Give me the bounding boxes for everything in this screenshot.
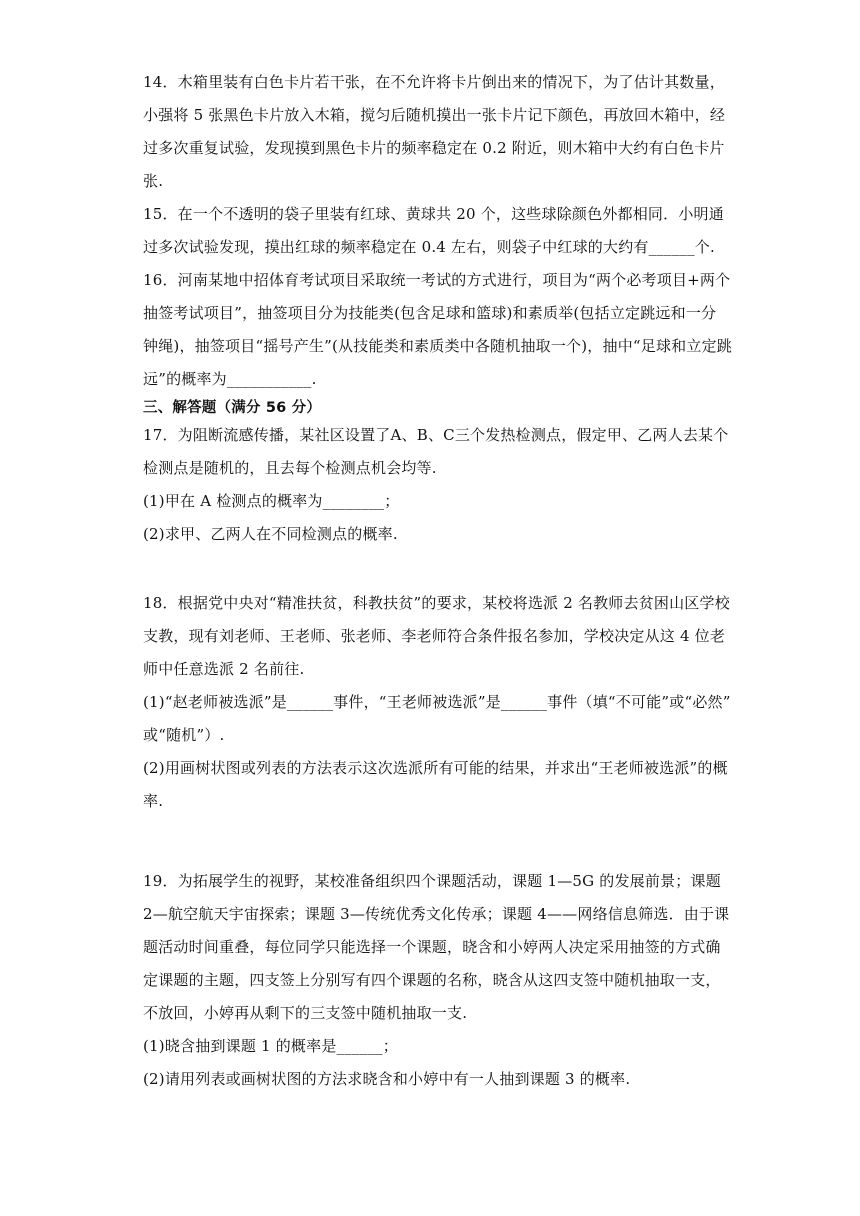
q15-line-1: 15．在一个不透明的袋子里装有红球、黄球共 20 个，这些球除颜色外都相同．小明通 <box>143 205 724 223</box>
q16-line-3: 钟绳)，抽签项目“摇号产生”(从技能类和素质类中各随机抽取一个)，抽中“足球和立定跳 <box>143 337 732 355</box>
q18-part-2-line-1: (2)用画树状图或列表的方法表示这次选派所有可能的结果，并求出“王老师被选派”的概 <box>143 759 728 777</box>
q19-line-4: 定课题的主题，四支签上分别写有四个课题的名称，晓含从这四支签中随机抽取一支， <box>143 971 721 989</box>
q18-line-2: 支教，现有刘老师、王老师、张老师、李老师符合条件报名参加，学校决定从这 4 位老 <box>143 627 726 645</box>
q14-line-3: 过多次重复试验，发现摸到黑色卡片的频率稳定在 0.2 附近，则木箱中大约有白色卡片 <box>143 139 725 157</box>
q16-line-2: 抽签考试项目”，抽签项目分为技能类(包含足球和篮球)和素质举(包括立定跳远和一分 <box>143 304 717 322</box>
q17-part-2: (2)求甲、乙两人在不同检测点的概率. <box>143 525 398 543</box>
q14-line-2: 小强将 5 张黑色卡片放入木箱，搅匀后随机摸出一张卡片记下颜色，再放回木箱中，经 <box>143 106 726 124</box>
q19-line-3: 题活动时间重叠，每位同学只能选择一个课题，晓含和小婷两人决定采用抽签的方式确 <box>143 938 721 956</box>
q18-part-2-line-2: 率. <box>143 792 164 810</box>
q18-part-1-line-2: 或“随机”）. <box>143 726 225 744</box>
section-heading: 三、解答题（满分 56 分） <box>143 400 322 416</box>
q17-line-2: 检测点是随机的，且去每个检测点机会均等. <box>143 459 437 477</box>
q16-line-1: 16．河南某地中招体育考试项目采取统一考试的方式进行，项目为“两个必考项目+两个 <box>143 271 731 289</box>
q19-line-5: 不放回，小婷再从剩下的三支签中随机抽取一支. <box>143 1004 468 1022</box>
q19-line-2: 2—航空航天宇宙探索；课题 3—传统优秀文化传承；课题 4——网络信息筛选．由于课 <box>143 905 730 923</box>
q16-line-4: 远”的概率为___________. <box>143 370 317 388</box>
q18-part-1-line-1: (1)“赵老师被选派”是______事件，“王老师被选派”是______事件（填“不可能”或“必然” <box>143 693 731 711</box>
q14-line-4: 张. <box>143 172 164 190</box>
q18-line-1: 18．根据党中央对“精准扶贫，科教扶贫”的要求，某校将选派 2 名教师去贫困山区学校 <box>143 594 730 612</box>
q19-part-1: (1)晓含抽到课题 1 的概率是______； <box>143 1037 398 1055</box>
q19-part-2: (2)请用列表或画树状图的方法求晓含和小婷中有一人抽到课题 3 的概率. <box>143 1070 631 1088</box>
q14-line-1: 14．木箱里装有白色卡片若干张，在不允许将卡片倒出来的情况下，为了估计其数量， <box>143 73 725 91</box>
q19-line-1: 19．为拓展学生的视野，某校准备组织四个课题活动，课题 1—5G 的发展前景；课题 <box>143 872 721 890</box>
q18-line-3: 师中任意选派 2 名前往. <box>143 660 305 678</box>
q15-line-2: 过多次试验发现，摸出红球的频率稳定在 0.4 左右，则袋子中红球的大约有______个. <box>143 238 715 256</box>
q17-part-1: (1)甲在 A 检测点的概率为________； <box>143 492 400 510</box>
q17-line-1: 17．为阻断流感传播，某社区设置了A、B、C三个发热检测点，假定甲、乙两人去某个 <box>143 426 729 444</box>
